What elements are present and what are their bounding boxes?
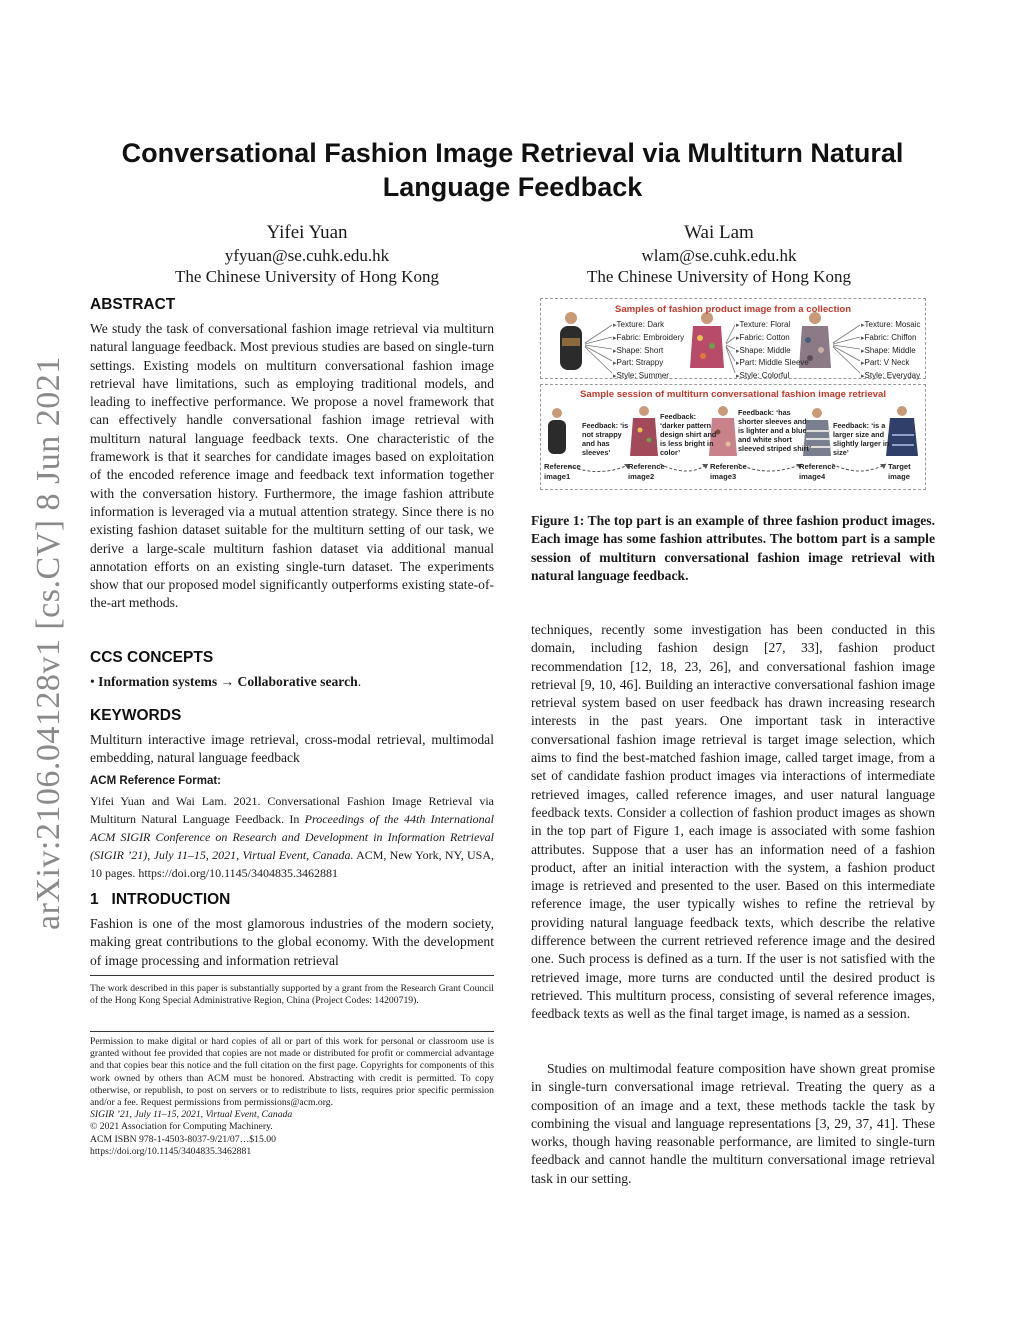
doi-line: https://doi.org/10.1145/3404835.3462881 [90, 1145, 252, 1157]
feedback-text-3 [738, 408, 811, 453]
figure-1 [540, 298, 926, 490]
product-attributes-1 [613, 319, 684, 383]
feedback-line: Feedback: ‘is [582, 421, 629, 430]
intro-number: 1 [90, 891, 99, 908]
intro-title: INTRODUCTION [111, 891, 231, 908]
venue-line: SIGIR ’21, July 11–15, 2021, Virtual Event, Canada [90, 1109, 293, 1121]
feedback-line: slightly larger in [833, 439, 890, 448]
author-name: Wai Lam [684, 222, 754, 243]
attribute-part: ▸ Part: Strappy [613, 357, 684, 370]
permission-text: Permission to make digital or hard copies of all or part of this work for personal or classroom use is granted without fee provided that copies are not made or distributed for profit or commercial advantage and that copies bear this notice and the full citation on the first page. Copyrights for components of this work owned by others than ACM must be honored. Abstracting with credit is permitted. To copy otherwise, or republish, to post on servers or to redistribute to lists, requires prior specific permission and/or a fee. Request permissions from permissions@acm.org. [90, 1036, 494, 1109]
keywords-heading: KEYWORDS [90, 707, 182, 724]
feedback-line: design shirt and [660, 430, 717, 439]
acm-ref-proceedings: Proceedings of the 44th International ACM SIGIR Conference on Research and Development in Information Retrieval (SIGIR ’21), July 11–15, 2021, Virtual Event, Canada. [90, 812, 494, 862]
label-line: Reference [544, 462, 581, 471]
ccs-heading: CCS CONCEPTS [90, 649, 214, 666]
feedback-line: ‘darker pattern [660, 421, 712, 430]
attribute-shape: ▸ Shape: Middle [736, 345, 809, 358]
permission-rule [90, 1031, 494, 1032]
feedback-line: larger size and [833, 430, 885, 439]
acm-ref-authors: Yifei Yuan and Wai Lam. 2021. Conversational Fashion Image Retrieval via Multiturn Natural Language Feedback. In [90, 794, 494, 826]
attribute-style: ▸ Style: Colorful [736, 370, 809, 383]
label-line: image1 [544, 471, 571, 481]
session-panel-title: Sample session of multiturn conversational fashion image retrieval [579, 389, 887, 400]
feedback-text-2 [660, 412, 716, 457]
feedback-line: and has [582, 439, 610, 448]
label-line: Reference [799, 462, 836, 471]
author-email: wlam@se.cuhk.edu.hk [641, 246, 797, 265]
feedback-line: sleeves’ [582, 448, 611, 457]
feedback-line: and white short [738, 435, 792, 444]
ccs-text [90, 673, 494, 691]
attribute-texture: ▸ Texture: Mosaic [861, 319, 921, 332]
title-line-1: Conversational Fashion Image Retrieval via Multiturn Natural [121, 138, 904, 168]
feedback-line: color’ [660, 448, 681, 457]
acm-reference-text [90, 792, 494, 882]
ccs-end: . [357, 674, 362, 689]
permission-block [90, 1036, 494, 1158]
footnote-rule [90, 975, 494, 976]
figure-caption: Figure 1: The top part is an example of three fashion product images. Each image has some fashion attributes. The bottom part is a sample session of multiturn conversational fashion image retrieval with natural language feedback. [531, 513, 935, 583]
feedback-line: Feedback: ‘has [738, 408, 791, 417]
author-block-1 [157, 222, 457, 287]
funding-footnote: The work described in this paper is substantially supported by a grant from the Research Grant Council of the Hong Kong Special Administrative Region, China (Project Codes: 14200719). [90, 983, 494, 1007]
copyright-line: © 2021 Association for Computing Machinery. [90, 1121, 273, 1133]
attribute-shape: ▸ Shape: Middle [861, 345, 921, 358]
intro-left-text: Fashion is one of the most glamorous industries of the modern society, making great contributions to the global economy. With the development of image processing and information retrieval [90, 916, 494, 968]
label-target-image [888, 462, 911, 481]
intro-right-paragraph-2: Studies on multimodal feature composition have shown great promise in single-turn conversational image retrieval. Treating the query as a composition of an image and a text, these methods tackle the task by combining the visual and language representations [3, 29, 37, 41]. These works, though having reasonable performance, are limited to single-turn feedback and cannot handle the multiturn conversational image retrieval task in our setting. [531, 1061, 935, 1186]
author-affiliation: The Chinese University of Hong Kong [587, 267, 851, 286]
label-line: Reference [628, 462, 665, 471]
label-line: image4 [799, 471, 826, 481]
ccs-item: Information systems → Collaborative search [98, 674, 358, 689]
author-name: Yifei Yuan [266, 222, 348, 243]
label-line: image2 [628, 471, 655, 481]
feedback-text-4 [833, 421, 889, 457]
attribute-fabric: ▸ Fabric: Chiffon [861, 332, 921, 345]
author-email: yfyuan@se.cuhk.edu.hk [224, 246, 390, 265]
abstract-text: We study the task of conversational fashion image retrieval via multiturn natural language feedback. Most previous studies are based on single-turn settings. Existing models on multiturn conversational fashion image retrieval have limitations, such as employing traditional models, and leading to ineffective performance. We propose a novel framework that can effectively handle conversational fashion image retrieval with multiturn natural language feedback texts. One characteristic of the framework is that it searches for candidate images based on exploitation of the encoded reference image and feedback text information together with the conversation history. Furthermore, the image fashion attribute information is leveraged via a mutual attention strategy. Since there is no existing fashion dataset suitable for the multiturn setting of our task, we derive a large-scale multiturn fashion dataset via additional manual annotation efforts on an existing single-turn dataset. The experiments show that our proposed model significantly outperforms existing state-of-the-art methods. [90, 321, 494, 611]
attribute-style: ▸ Style: Summer [613, 370, 684, 383]
feedback-line: is less bright in [660, 439, 714, 448]
attribute-texture: ▸ Texture: Floral [736, 319, 809, 332]
feedback-line: not strappy [582, 430, 622, 439]
attribute-part: ▸ Part: V Neck [861, 357, 921, 370]
attribute-fabric: ▸ Fabric: Cotton [736, 332, 809, 345]
acm-reference-heading: ACM Reference Format: [90, 775, 221, 787]
collection-panel-title: Samples of fashion product image from a collection [614, 304, 852, 315]
attribute-texture: ▸ Texture: Dark [613, 319, 684, 332]
author-affiliation: The Chinese University of Hong Kong [175, 267, 439, 286]
label-line: Reference [710, 462, 747, 471]
isbn-line: ACM ISBN 978-1-4503-8037-9/21/07…$15.00 [90, 1133, 276, 1145]
intro-heading [90, 891, 494, 909]
feedback-line: shorter sleeves and [738, 417, 807, 426]
feedback-line: Feedback: [660, 412, 697, 421]
author-block-2 [569, 222, 869, 287]
label-line: Target [888, 462, 911, 471]
attribute-part: ▸ Part: Middle Sleeve [736, 357, 809, 370]
product-attributes-3 [861, 319, 921, 383]
intro-right-paragraph-1: techniques, recently some investigation has been conducted in this domain, including fashion design [27, 33], fashion product recommendation [12, 18, 23, 26], and conversational fashion image retrieval [9, 10, 46]. Building an interactive conversational fashion image retrieval system based on user feedback has drawn increasing research interests in the past years. One important task in interactive conversational fashion image retrieval is target image selection, which aims to find the best-matched fashion image, called target image, from a set of candidate fashion product images via interactions of intermediate retrieved images, called reference images, and user natural language feedback texts. Consider a collection of fashion product images as shown in the top part of Figure 1, each image is associated with some fashion attributes. Suppose that a user has an information need of a fashion product, after an initial interaction with the system, a fashion product image is retrieved and presented to the user. Based on this intermediate reference image, the user typically wishes to refine the retrieval by providing natural language feedback texts, which describe the relative difference between the current retrieved reference image and the desired one. Such process is defined as a turn. If the user is not satisfied with the retrieved image, more turns are conducted until the desired product is retrieved. This multiturn process, consisting of several reference images, feedback texts as well as the final target image, is named as a session. [531, 622, 935, 1022]
feedback-line: Feedback: ‘is a [833, 421, 886, 430]
label-reference-image-3 [710, 462, 747, 481]
title-line-2: Language Feedback [382, 172, 643, 202]
product-attributes-2 [736, 319, 809, 383]
label-reference-image-4 [799, 462, 836, 481]
ccs-bullet: • [90, 674, 95, 689]
abstract-heading: ABSTRACT [90, 296, 176, 313]
feedback-line: is lighter and a blue [738, 426, 807, 435]
label-reference-image-1 [544, 462, 581, 481]
label-line: image [888, 471, 910, 481]
label-line: image3 [710, 471, 737, 481]
attribute-fabric: ▸ Fabric: Embroidery [613, 332, 684, 345]
arxiv-identifier: arXiv:2106.04128v1 [cs.CV] 8 Jun 2021 [30, 356, 67, 930]
paper-title [90, 136, 935, 204]
feedback-text-1 [582, 421, 628, 457]
feedback-line: size’ [833, 448, 849, 457]
acm-ref-publisher: ACM, New York, NY, USA, 10 pages. https://doi.org/10.1145/3404835.3462881 [90, 848, 494, 880]
keywords-text: Multiturn interactive image retrieval, cross-modal retrieval, multimodal embedding, natural language feedback [90, 732, 494, 766]
attribute-shape: ▸ Shape: Short [613, 345, 684, 358]
attribute-style: ▸ Style: Everyday [861, 370, 921, 383]
label-reference-image-2 [628, 462, 665, 481]
feedback-line: sleeved striped shirt’ [738, 444, 811, 453]
